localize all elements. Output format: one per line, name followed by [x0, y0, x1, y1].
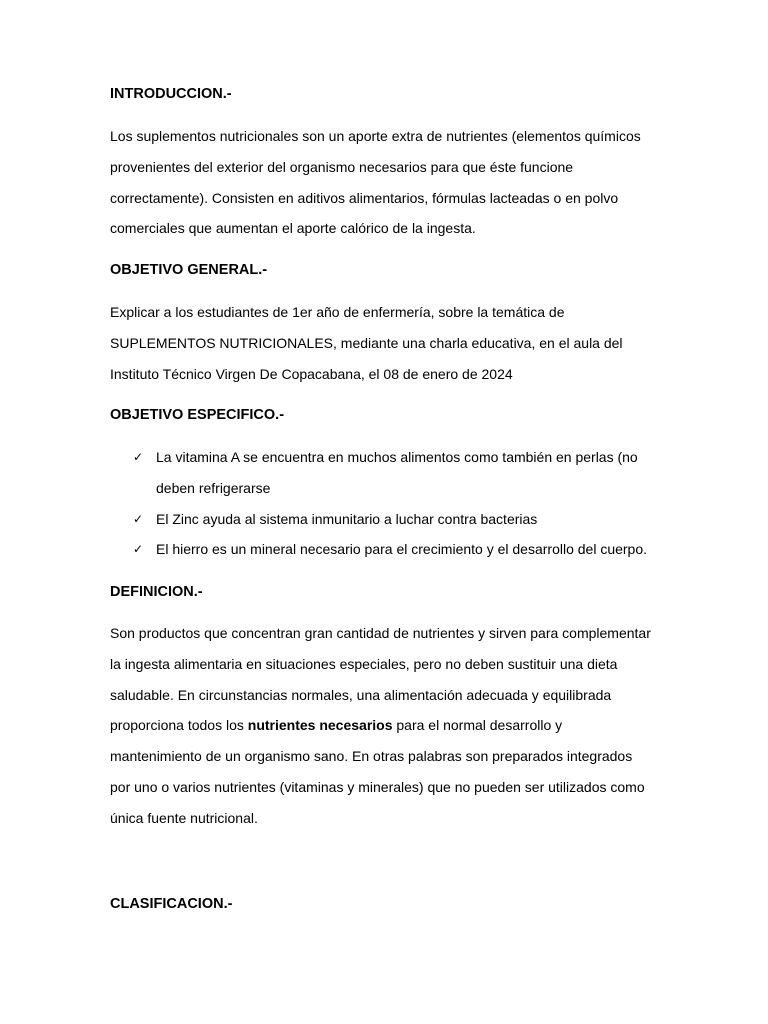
objetivo-especifico-list	[110, 442, 680, 565]
text-segment: para el normal desarrollo y	[392, 717, 563, 734]
text-line: mantenimiento de un organismo sano. En otras palabras son preparados integrados	[110, 748, 633, 765]
text-line: provenientes del exterior del organismo necesarios para que éste funcione	[110, 158, 574, 175]
list-item	[110, 442, 680, 504]
text-line: La vitamina A se encuentra en muchos alimentos como también en perlas (no	[156, 449, 638, 465]
checkmark-icon: ✓	[133, 511, 144, 526]
text-line: por uno o varios nutrientes (vitaminas y minerales) que no pueden ser utilizados como	[110, 778, 645, 795]
text-line: Son productos que concentran gran cantidad de nutrientes y sirven para complementar	[110, 625, 651, 641]
heading-objetivo-general: OBJETIVO GENERAL.-	[110, 262, 268, 278]
text-line: SUPLEMENTOS NUTRICIONALES, mediante una charla educativa, en el aula del	[110, 334, 623, 351]
paragraph-definicion	[110, 618, 670, 834]
list-item	[110, 534, 680, 565]
bold-term: nutrientes necesarios	[247, 717, 393, 734]
text-line: Los suplementos nutricionales son un aporte extra de nutrientes (elementos químicos	[110, 128, 641, 144]
text-line: única fuente nutricional.	[110, 809, 258, 826]
checkmark-icon: ✓	[133, 542, 144, 557]
list-item	[110, 504, 680, 535]
text-line: comerciales que aumentan el aporte calórico de la ingesta.	[110, 220, 476, 237]
heading-introduccion: INTRODUCCION.-	[110, 86, 232, 102]
text-line: Instituto Técnico Virgen De Copacabana, el 08 de enero de 2024	[110, 365, 513, 382]
text-line: deben refrigerarse	[156, 479, 271, 496]
text-line: El hierro es un mineral necesario para el crecimiento y el desarrollo del cuerpo.	[156, 541, 648, 558]
paragraph-objetivo-general	[110, 297, 670, 389]
text-line	[110, 710, 670, 741]
paragraph-introduccion	[110, 121, 670, 244]
text-line: Explicar a los estudiantes de 1er año de enfermería, sobre la temática de	[110, 304, 565, 320]
heading-definicion: DEFINICION.-	[110, 584, 203, 600]
text-line: El Zinc ayuda al sistema inmunitario a luchar contra bacterias	[156, 510, 538, 527]
checkmark-icon: ✓	[133, 450, 144, 464]
heading-objetivo-especifico: OBJETIVO ESPECIFICO.-	[110, 407, 285, 423]
text-line: la ingesta alimentaria en situaciones especiales, pero no deben sustituir una dieta	[110, 655, 618, 672]
text-line: saludable. En circunstancias normales, una alimentación adecuada y equilibrada	[110, 686, 612, 703]
heading-clasificacion: CLASIFICACION.-	[110, 896, 233, 912]
text-segment: proporciona todos los	[110, 717, 248, 734]
text-line: correctamente). Consisten en aditivos alimentarios, fórmulas lacteadas o en polvo	[110, 189, 619, 206]
